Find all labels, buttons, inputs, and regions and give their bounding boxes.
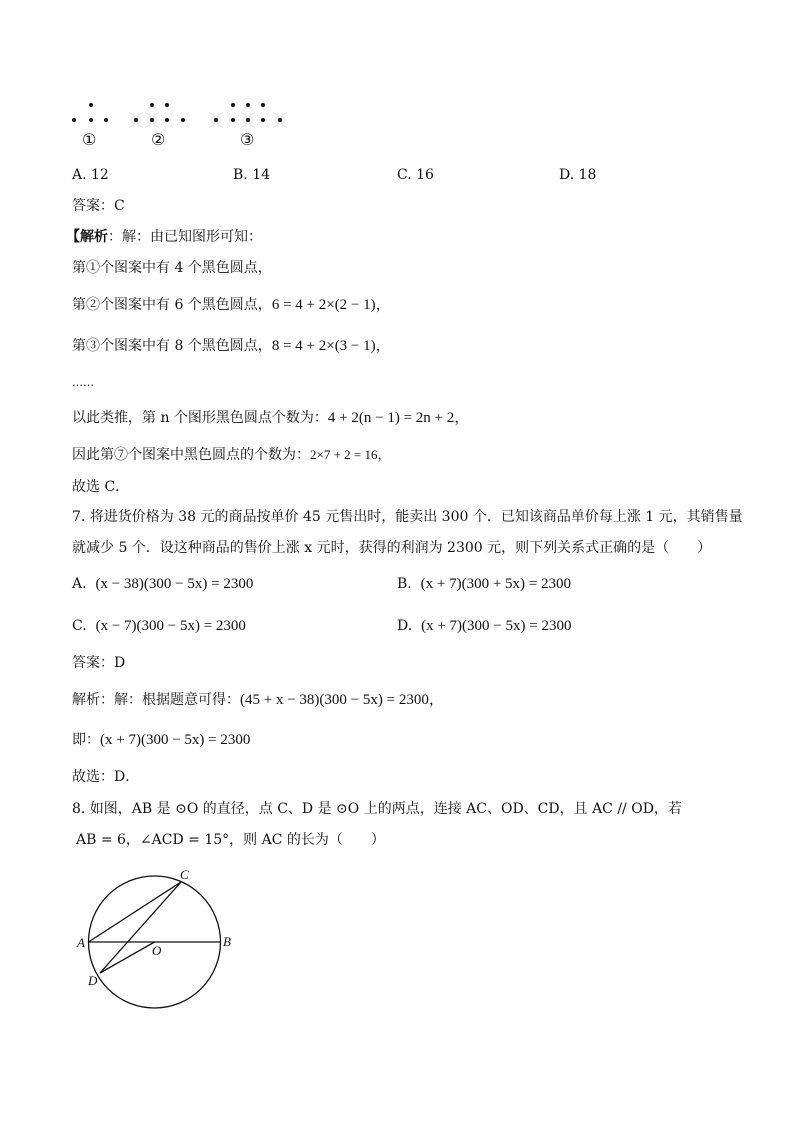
figure-dot [104, 118, 108, 122]
figure-label-1: ① [82, 130, 97, 149]
point-label-c: C [180, 867, 189, 882]
figure-dot [246, 118, 250, 122]
q7-answer: 答案：D [72, 655, 126, 671]
q6-conclusion: 故选 C． [72, 479, 130, 495]
option-letter: C. [72, 618, 87, 634]
point-label-o: O [152, 943, 162, 958]
q6-option-b: B. 14 [233, 167, 271, 183]
option-math: (x + 7)(300 − 5x) = 2300 [421, 618, 572, 634]
q7-option-b [397, 574, 571, 594]
figure-dot [89, 103, 93, 107]
option-math: (x − 38)(300 − 5x) = 2300 [95, 576, 254, 592]
figure-dot [231, 103, 235, 107]
figure-dot [165, 103, 169, 107]
q7-conclusion: 故选：D． [72, 769, 140, 785]
figure-dot [214, 118, 218, 122]
line-math: (x + 7)(300 − 5x) = 2300 [100, 732, 251, 748]
q6-option-a: A. 12 [72, 167, 109, 183]
point-label-b: B [223, 934, 231, 949]
q6-option-c: C. 16 [397, 167, 434, 183]
analysis-bracket: 【解析 [66, 229, 108, 245]
option-math: (x − 7)(300 − 5x) = 2300 [95, 618, 246, 634]
point-label-a: A [77, 935, 85, 950]
line-text: 第③个图案中有 8 个黑色圆点， [72, 338, 272, 354]
line-math: 8 = 4 + 2×(3 − 1)， [271, 338, 391, 354]
figure-dot [165, 118, 169, 122]
line-text: 解析：解：根据题意可得： [72, 692, 240, 708]
point-label-d: D [88, 973, 98, 988]
figure-dot [89, 118, 93, 122]
q6-option-d: D. 18 [559, 167, 597, 183]
line-math: 4 + 2(n − 1) = 2n + 2， [327, 410, 470, 426]
figure-dot [181, 118, 185, 122]
q6-analysis-line-2 [72, 295, 391, 315]
q7-stem-line-2: 就减少 5 个．设这种商品的售价上涨 x 元时，获得的利润为 2300 元，则下列关系式正确的是（ ） [72, 540, 712, 556]
q6-analysis-line-5 [72, 445, 391, 465]
figure-label-3: ③ [240, 130, 255, 149]
q7-option-c [72, 616, 246, 636]
analysis-heading-rest: ：解：由已知图形可知： [108, 229, 262, 245]
option-letter: B. [397, 576, 412, 592]
figure-dot [150, 118, 154, 122]
segment-od [100, 942, 155, 973]
circle-diagram [60, 860, 260, 1020]
q6-analysis-heading [66, 227, 262, 247]
option-math: (x + 7)(300 + 5x) = 2300 [420, 576, 572, 592]
line-text: 即： [72, 732, 100, 748]
figure-dot [134, 118, 138, 122]
option-letter: D. [397, 618, 413, 634]
q8-stem-line-1: 8. 如图，AB 是 ⊙O 的直径，点 C、D 是 ⊙O 上的两点，连接 AC、OD、CD，且 AC // OD，若 [72, 801, 682, 817]
q6-analysis-line-4 [72, 408, 469, 428]
line-math: (45 + x − 38)(300 − 5x) = 2300， [240, 692, 444, 708]
line-text: 以此类推，第 n 个图形黑色圆点个数为： [72, 410, 328, 426]
q7-stem-line-1: 7. 将进货价格为 38 元的商品按单价 45 元售出时，能卖出 300 个．已知该商品单价每上涨 1 元，其销售量 [72, 509, 743, 525]
figure-dot [231, 118, 235, 122]
chord-cd [100, 882, 181, 973]
figure-label-2: ② [151, 130, 166, 149]
line-text: 因此第⑦个图案中黑色圆点的个数为： [72, 447, 310, 463]
q7-option-d [397, 616, 571, 636]
figure-dot [261, 103, 265, 107]
figure-dot [261, 118, 265, 122]
q8-stem-line-2: AB = 6，∠ACD = 15°，则 AC 的长为（ ） [76, 832, 385, 848]
figure-dot [278, 118, 282, 122]
line-text: 第②个图案中有 6 个黑色圆点， [72, 297, 272, 313]
line-math: 2×7 + 2 = 16， [310, 447, 391, 462]
figure-dot [246, 103, 250, 107]
q7-analysis [72, 690, 444, 710]
q6-analysis-line-1: 第①个图案中有 4 个黑色圆点， [72, 260, 272, 276]
figure-dot [150, 103, 154, 107]
q7-option-a [72, 574, 253, 594]
figure-dot [72, 118, 76, 122]
q6-analysis-line-3 [72, 336, 391, 356]
q7-ji [72, 730, 250, 750]
line-math: 6 = 4 + 2×(2 − 1)， [271, 297, 391, 313]
q6-ellipsis: …… [72, 376, 94, 389]
q6-answer: 答案：C [72, 198, 125, 214]
option-letter: A. [72, 576, 87, 592]
